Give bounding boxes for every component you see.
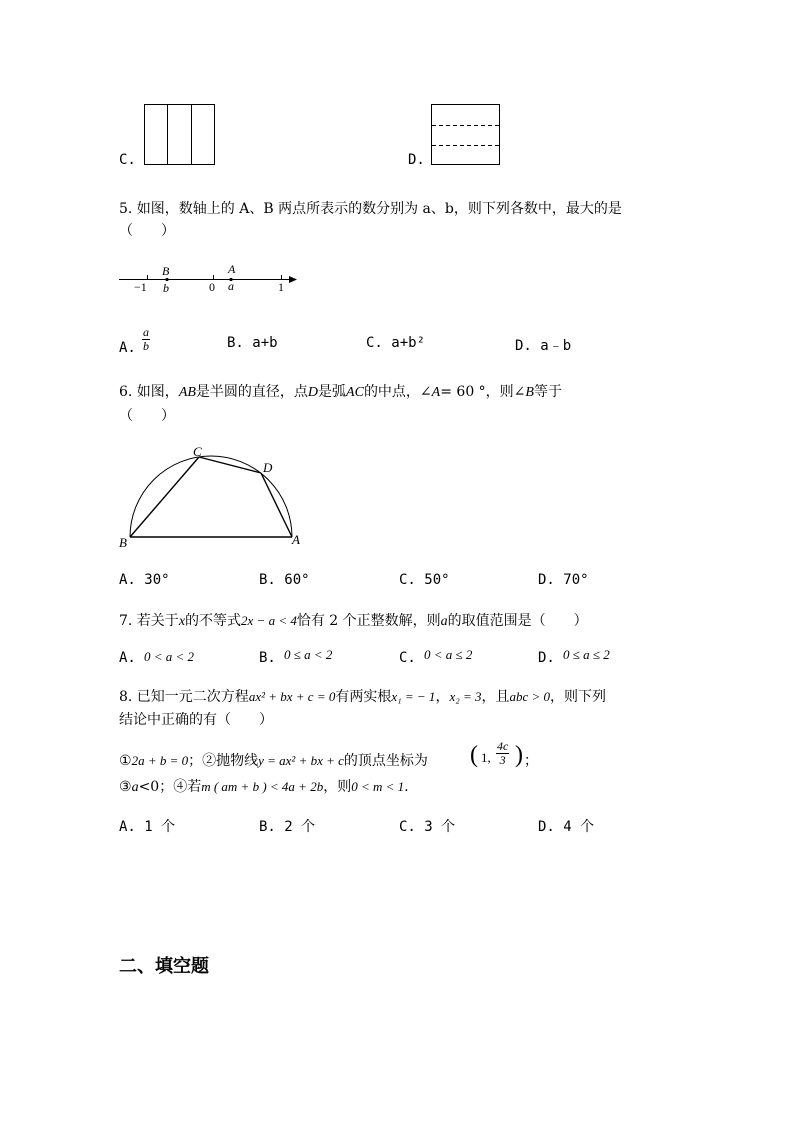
- q8-s1-pre: ①: [119, 753, 132, 769]
- q7-stem-end: 的取值范围是（ ）: [447, 613, 588, 629]
- q8-vertex-close: ): [515, 742, 523, 768]
- q5-option-a-fraction: [142, 326, 150, 353]
- q5-paren: （ ）: [119, 223, 175, 239]
- q4-option-d-label: D.: [408, 152, 425, 168]
- q7-stem-mid2: 恰有 2 个正整数解，则: [296, 613, 441, 629]
- q4-option-c-figure: [144, 104, 216, 166]
- q8-root-x1: x₁ = − 1: [391, 689, 436, 704]
- q6-a: A: [431, 385, 441, 400]
- q5-tick-0: 0: [209, 280, 215, 294]
- q6-b: B: [525, 385, 534, 400]
- q8-option-b: B. 2 个: [259, 819, 316, 835]
- q6-stem-mid2: 是弧: [318, 384, 347, 400]
- q8-vertex-open: (: [470, 742, 478, 768]
- q8-statements-1-2: [119, 750, 428, 770]
- q5-option-a-numerator: a: [143, 325, 149, 339]
- q7-x: x: [178, 614, 186, 629]
- q8-equation: ax² + bx + c = 0: [248, 689, 336, 704]
- q6-figure-A: A: [292, 532, 300, 547]
- q5-label-b: b: [163, 281, 169, 295]
- q8-s3-pre: ③: [119, 779, 132, 795]
- q5-tick-minus1: −1: [134, 280, 147, 294]
- q8-stem-mid1: 有两实根: [335, 689, 392, 705]
- q8-option-a: A. 1 个: [119, 819, 176, 835]
- q8-option-c: C. 3 个: [399, 819, 456, 835]
- q5-option-c: C. a+b²: [366, 335, 426, 351]
- q8-parabola: y = ax² + bx + c: [258, 753, 344, 768]
- q6-stem-mid1: 是半圆的直径，点: [195, 384, 308, 400]
- q4-option-d-figure: [431, 104, 501, 166]
- q5-option-d: D. a﹣b: [515, 338, 572, 354]
- q6-option-a: A. 30°: [119, 572, 170, 588]
- q5-label-B: B: [162, 264, 170, 278]
- q7-option-a-label: A.: [119, 650, 136, 666]
- q8-s4-result: 0 < m < 1: [351, 779, 405, 794]
- q7-stem-pre: 7. 若关于: [119, 613, 179, 629]
- q7-option-c-expr: 0 < a ≤ 2: [424, 647, 473, 662]
- q8-root-x2: x₂ = 3: [449, 689, 482, 704]
- q5-label-A: A: [228, 262, 236, 276]
- q7-option-b-label: B.: [259, 650, 276, 666]
- q7-option-d-label: D.: [538, 650, 555, 666]
- q8-separator: ，: [435, 689, 450, 705]
- q4-option-c-label: C.: [119, 152, 136, 168]
- q8-s3-mid: <0；④若: [138, 779, 202, 795]
- q8-s4-end: .: [404, 779, 409, 795]
- q6-stem-mid4: = 60 °，则∠: [440, 384, 526, 400]
- q8-stem-line1: [119, 686, 606, 706]
- q7-stem-mid1: 的不等式: [185, 613, 242, 629]
- q6-figure-B: B: [119, 535, 127, 550]
- q6-stem-pre: 6. 如图，: [119, 384, 179, 400]
- q8-s1-end: 的顶点坐标为: [343, 753, 428, 769]
- q8-s1-expr: 2a + b = 0: [131, 753, 189, 768]
- q8-vertex-denominator: 3: [499, 753, 506, 767]
- q7-option-b-expr: 0 ≤ a < 2: [284, 647, 333, 662]
- q6-ab: AB: [178, 385, 196, 400]
- q8-s1-tail: ；: [524, 753, 538, 769]
- q7-stem: [119, 610, 588, 630]
- q8-stem-pre: 8. 已知一元二次方程: [119, 689, 249, 705]
- q6-semicircle-figure: [120, 440, 310, 550]
- q8-s3-expr: a: [131, 780, 139, 795]
- q8-stem-end: ，则下列: [550, 689, 607, 705]
- q6-stem: [119, 381, 562, 401]
- q6-ac: AC: [346, 385, 364, 400]
- q5-stem: 5. 如图，数轴上的 A、B 两点所表示的数分别为 a、b，则下列各数中，最大的是: [119, 201, 622, 217]
- q6-d: D: [307, 385, 319, 400]
- q6-figure-C: C: [193, 444, 202, 459]
- q8-abc: abc > 0: [509, 689, 551, 704]
- q6-option-d: D. 70°: [538, 572, 589, 588]
- q8-vertex-numerator: 4c: [497, 739, 509, 753]
- q8-statements-3-4: [119, 776, 409, 796]
- q8-s1-mid: ；②抛物线: [188, 753, 259, 769]
- q8-s4-expr: m ( am + b ) < 4a + 2b: [201, 779, 324, 794]
- q8-option-d: D. 4 个: [538, 819, 595, 835]
- q8-stem-line2: 结论中正确的有（ ）: [119, 712, 273, 728]
- q5-tick-1: 1: [278, 280, 284, 294]
- q7-option-d-expr: 0 ≤ a ≤ 2: [563, 647, 610, 662]
- q8-vertex-one: 1,: [481, 750, 491, 765]
- q5-option-a-denominator: b: [143, 339, 149, 353]
- q7-option-a-expr: 0 < a < 2: [144, 649, 195, 664]
- q6-stem-mid3: 的中点，∠: [363, 384, 432, 400]
- q6-figure-D: D: [263, 460, 273, 475]
- q5-option-b: B. a+b: [227, 335, 278, 351]
- q8-stem-mid2: ，且: [481, 689, 510, 705]
- q5-option-a-label: A.: [119, 340, 136, 356]
- section-2-title: 二、填空题: [119, 956, 209, 977]
- q8-vertex-fraction: [496, 740, 509, 767]
- q8-s4-mid: ，则: [323, 779, 352, 795]
- q7-inequality: 2x − a < 4: [241, 613, 297, 628]
- q6-option-b: B. 60°: [259, 572, 310, 588]
- q6-paren: （ ）: [119, 408, 175, 424]
- q5-label-a: a: [228, 279, 234, 293]
- q7-a: a: [440, 614, 448, 629]
- q6-stem-end: 等于: [533, 384, 562, 400]
- q7-option-c-label: C.: [399, 650, 416, 666]
- q6-option-c: C. 50°: [399, 572, 450, 588]
